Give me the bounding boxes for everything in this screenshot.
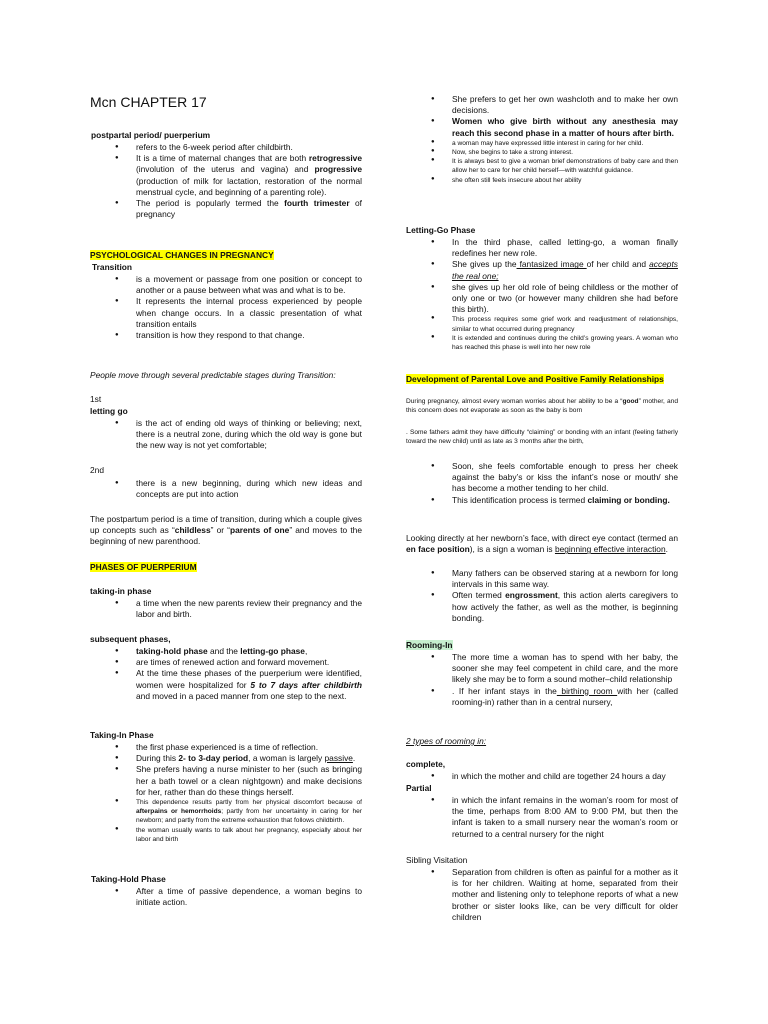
- letting-go-list: [90, 418, 362, 452]
- list-item: ● The more time a woman has to spend with her baby, the sooner she may feel competent in child care, and the more likely she may be to form a sound mother–child relationship: [406, 652, 678, 686]
- list-item: ● she often still feels insecure about her ability: [406, 176, 678, 185]
- soon-list: [406, 461, 678, 506]
- list-item: ● Separation from children is often as painful for a mother as it is for her children. Waiting at home, separated from their mother and listening only to telephone reports of what a new brother or sister looks like, can be very difficult for older children: [406, 867, 678, 923]
- people-move-text: People move through several predictable stages during Transition:: [90, 370, 336, 380]
- partial-heading: Partial: [406, 783, 432, 793]
- list-item: ● . If her infant stays in the birthing room with her (called rooming-in) rather than in a central nursery,: [406, 686, 678, 708]
- list-item: ● This process requires some grief work and readjustment of relationships, similar to what occurred during pregnancy: [406, 315, 678, 333]
- list-item: ● After a time of passive dependence, a woman begins to initiate action.: [90, 886, 362, 908]
- list-item: ● is the act of ending old ways of thinking or believing; next, there is a neutral zone, during which the old way is gone but the new way is not yet comfortable;: [90, 418, 362, 452]
- complete-heading: complete,: [406, 759, 446, 769]
- list-item: ● In the third phase, called letting-go, a woman finally redefines her new role.: [406, 237, 678, 259]
- list-item: ● She prefers to get her own washcloth and to make her own decisions.: [406, 94, 678, 116]
- list-item: ● It is a time of maternal changes that are both retrogressive (involution of the uterus and vagina) and progressive (production of milk for lactation, restoration of the normal menstrual cycle, and beginning of a parenting role).: [90, 153, 362, 198]
- taking-in-heading: taking-in phase: [90, 586, 152, 596]
- letting-go-phase-list: [406, 237, 678, 352]
- postpartal-heading: postpartal period/ puerperium: [91, 130, 211, 140]
- rooming-types-heading: 2 types of rooming in:: [406, 736, 487, 746]
- list-item: ● a time when the new parents review their pregnancy and the labor and birth.: [90, 598, 362, 620]
- transition-heading: Transition: [92, 262, 133, 272]
- list-item: ● Soon, she feels comfortable enough to press her cheek against the baby’s or kiss the infant’s nose or mouth/ she has become a mother tending to her child.: [406, 461, 678, 495]
- list-item: ● Many fathers can be observed staring at a newborn for long intervals in this same way.: [406, 568, 678, 590]
- second-label: 2nd: [90, 465, 104, 475]
- postpartal-list: [90, 142, 362, 220]
- list-item: ● she gives up her old role of being childless or the mother of only one or two (or however many children she had before this birth).: [406, 282, 678, 316]
- development-heading: Development of Parental Love and Positive Family Relationships: [406, 374, 664, 384]
- list-item: ● in which the infant remains in the woman’s room for most of the time, perhaps from 8:00 AM to 9:00 PM, but then the infant is taken to a small nursery near the woman’s room or returned to a central nursery for the night: [406, 795, 678, 840]
- phases-heading: PHASES OF PUERPERIUM: [90, 562, 197, 572]
- letting-go-phase-heading: Letting-Go Phase: [406, 225, 476, 235]
- list-item: ● It is extended and continues during the child’s growing years. A woman who has reached this phase is well into her new role: [406, 334, 678, 352]
- psych-heading: PSYCHOLOGICAL CHANGES IN PREGNANCY: [90, 250, 274, 260]
- some-fathers-paragraph: . Some fathers admit they have difficulty “claiming” or bonding with an infant (feeling fatherly toward the new child) until as late as 3 months after the birth,: [406, 429, 678, 446]
- taking-in-phase-heading: Taking-In Phase: [90, 730, 154, 740]
- list-item: ● She gives up the fantasized image of her child and accepts the real one;: [406, 259, 678, 281]
- sibling-list: [406, 867, 678, 923]
- list-item: ● During this 2- to 3-day period, a woman is largely passive.: [90, 753, 362, 764]
- list-item: ● Women who give birth without any anesthesia may reach this second phase in a matter of hours after birth.: [406, 116, 678, 138]
- page-title: Mcn CHAPTER 17: [90, 94, 207, 110]
- list-item: ● It represents the internal process experienced by people when change occurs. In a classic presentation of what transition entails: [90, 296, 362, 330]
- fathers-list: [406, 568, 678, 624]
- list-item: ● The period is popularly termed the fourth trimester of pregnancy: [90, 198, 362, 220]
- taking-hold-heading: Taking-Hold Phase: [91, 874, 166, 884]
- complete-list: [406, 771, 678, 782]
- list-item: ● there is a new beginning, during which new ideas and concepts are put into action: [90, 478, 362, 500]
- list-item: ● a woman may have expressed little interest in caring for her child.: [406, 139, 678, 148]
- washcloth-list: [406, 94, 678, 185]
- list-item: ● It is always best to give a woman brief demonstrations of baby care and then allow her to care for her child herself—with watchful guidance.: [406, 157, 678, 175]
- subsequent-list: [90, 646, 362, 702]
- rooming-in-heading: Rooming-In: [406, 640, 453, 650]
- list-item: ● Often termed engrossment, this action alerts caregivers to how actively the father, as well as the mother, is beginning bonding.: [406, 590, 678, 624]
- letting-go-heading: letting go: [90, 406, 128, 416]
- transition-list: [90, 274, 362, 341]
- taking-hold-list: [90, 886, 362, 908]
- list-item: ● At the time these phases of the puerperium were identified, women were hospitalized for 5 to 7 days after childbirth and moved in a paced manner from one step to the next.: [90, 668, 362, 702]
- list-item: ● Now, she begins to take a strong interest.: [406, 148, 678, 157]
- during-pregnancy-paragraph: During pregnancy, almost every woman worries about her ability to be a “good” mother, and this concern does not evaporate as soon as the baby is born: [406, 398, 678, 415]
- taking-in-phase-list: [90, 742, 362, 844]
- list-item: ● taking-hold phase and the letting-go phase,: [90, 646, 362, 657]
- list-item: ● the first phase experienced is a time of reflection.: [90, 742, 362, 753]
- rooming-in-list: [406, 652, 678, 708]
- sibling-heading: Sibling Visitation: [406, 855, 468, 865]
- list-item: ● are times of renewed action and forward movement.: [90, 657, 362, 668]
- looking-paragraph: Looking directly at her newborn’s face, with direct eye contact (termed an en face position), is a sign a woman is beginning effective interaction.: [406, 533, 678, 555]
- partial-list: [406, 795, 678, 840]
- list-item: ● This dependence results partly from her physical discomfort because of afterpains or hemorrhoids; partly from her uncertainty in caring for her newborn; and partly from the extreme exhaustion that follows childbirth.: [90, 798, 362, 826]
- second-list: [90, 478, 362, 500]
- list-item: ● transition is how they respond to that change.: [90, 330, 362, 341]
- list-item: ● the woman usually wants to talk about her pregnancy, especially about her labor and birth: [90, 826, 362, 844]
- first-label: 1st: [90, 394, 102, 404]
- list-item: ● is a movement or passage from one position or concept to another or a pause between what was and what is to be.: [90, 274, 362, 296]
- subsequent-heading: subsequent phases,: [90, 634, 171, 644]
- list-item: ● refers to the 6-week period after childbirth.: [90, 142, 362, 153]
- list-item: ● in which the mother and child are together 24 hours a day: [406, 771, 678, 782]
- list-item: ● This identification process is termed claiming or bonding.: [406, 495, 678, 506]
- postpartum-paragraph: The postpartum period is a time of transition, during which a couple gives up concepts such as “childless” or “parents of one” and moves to the beginning of new parenthood.: [90, 514, 362, 547]
- list-item: ● She prefers having a nurse minister to her (such as bringing her a bath towel or a clean nightgown) and make decisions for her, rather than do these things herself.: [90, 764, 362, 798]
- taking-in-list: [90, 598, 362, 620]
